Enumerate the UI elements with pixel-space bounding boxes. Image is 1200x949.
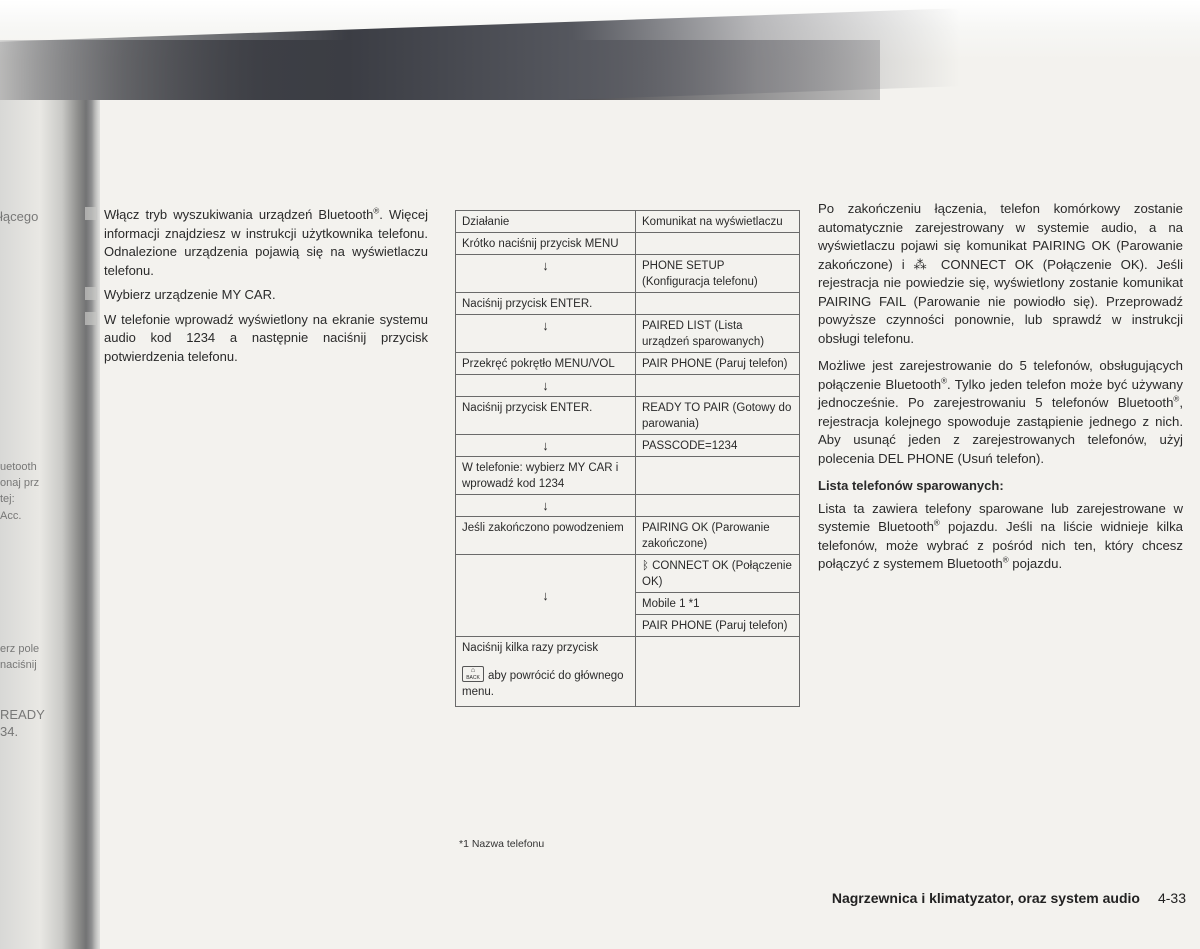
left-fragment: onaj prz [0, 477, 40, 489]
back-instruction-text-2: aby powrócić do głównego menu. [462, 670, 624, 699]
table-row [456, 637, 800, 707]
table-cell-action: Naciśnij przycisk ENTER. [456, 397, 636, 435]
left-fragment: tej: [0, 493, 15, 505]
table-row [456, 255, 800, 293]
table-cell-message [636, 495, 800, 517]
page-number: 4-33 [1157, 890, 1186, 906]
left-fragment: łącego [0, 209, 39, 224]
table-cell-message: PHONE SETUP (Konfiguracja telefonu) [636, 255, 800, 293]
table-row [456, 397, 800, 435]
step-number-marker [85, 287, 96, 300]
pairing-procedure-table [455, 210, 800, 707]
bluetooth-icon: ᛒ [642, 560, 653, 572]
step-1 [104, 206, 428, 280]
back-button-icon: ⌂ BACK [462, 666, 484, 682]
table-cell-message: Mobile 1 *1 [636, 593, 800, 615]
table-footnote: *1 Nazwa telefonu [459, 838, 545, 850]
table-cell-message [636, 375, 800, 397]
left-fragment: Acc. [0, 510, 22, 522]
table-cell-message: READY TO PAIR (Gotowy do parowania) [636, 397, 800, 435]
left-fragment: uetooth [0, 461, 37, 473]
paragraph: Po zakończeniu łączenia, telefon komórkowy zostanie automatycznie zarejestrowany w systemie audio, a na wyświetlaczu pojawi się komunikat PAIRING OK (Parowanie zakończone) i ⁂ CONNECT OK (Połączenie OK). Jeśli rejestracja nie powiedzie się, wyświetlony zostanie komunikat PAIRING FAIL (Parowanie nie powiodło się). Przeprowadź powyższe czynności ponownie, lub sprawdź w instrukcji obsługi telefonu. [818, 201, 1183, 346]
table-row [456, 435, 800, 457]
table-row [456, 233, 800, 255]
table-cell-message: PAIRED LIST (Lista urządzeń sparowanych) [636, 315, 800, 353]
left-fragment: READY [0, 707, 45, 722]
instruction-steps [104, 206, 428, 372]
page-binding-shadow [0, 100, 100, 949]
table-row [456, 375, 800, 397]
table-cell-action: Naciśnij przycisk ENTER. [456, 293, 636, 315]
table-cell-message: PAIRING OK (Parowanie zakończone) [636, 517, 800, 555]
table-cell-message: PAIR PHONE (Paruj telefon) [636, 353, 800, 375]
step-1-text: Włącz tryb wyszukiwania urządzeń Bluetooth®. Więcej informacji znajdziesz w instrukcji użytkownika telefonu. Odnalezione urządzenia pojawią się na wyświetlaczu telefonu. [104, 206, 429, 278]
arrow-down-icon: ↓ [456, 255, 636, 293]
step-number-marker [85, 312, 96, 325]
section-heading: Lista telefonów sparowanych: [818, 478, 1004, 493]
table-row [456, 293, 800, 315]
table-cell-message: PAIR PHONE (Paruj telefon) [636, 615, 800, 637]
step-number-marker [85, 207, 96, 220]
left-fragment: erz pole [0, 643, 40, 655]
right-column-text [818, 200, 1183, 583]
table-cell-message [636, 293, 800, 315]
page-footer [832, 890, 1186, 906]
table-row [456, 457, 800, 495]
footer-section-title: Nagrzewnica i klimatyzator, oraz system audio [831, 890, 1140, 906]
table-row [456, 555, 800, 593]
table-cell-action: Jeśli zakończono powodzeniem [456, 517, 636, 555]
left-fragment: naciśnij [0, 659, 37, 671]
table-row [456, 353, 800, 375]
table-cell-message: PASSCODE=1234 [636, 435, 800, 457]
arrow-down-icon: ↓ [456, 495, 636, 517]
arrow-down-icon: ↓ [456, 315, 636, 353]
step-3-text: W telefonie wprowadź wyświetlony na ekranie systemu audio kod 1234 a następnie naciśnij przycisk potwierdzenia telefonu. [104, 311, 428, 364]
table-header-message: Komunikat na wyświetlaczu [636, 211, 800, 233]
paragraph: Możliwe jest zarejestrowanie do 5 telefonów, obsługujących połączenie Bluetooth®. Tylko jeden telefon może być używany jednocześnie. Po zarejestrowaniu 5 telefonów Bluetooth®, rejestracja kolejnego spowoduje zastąpienie jednego z nich. Aby usunąć jeden z zarejestrowanych telefonów, użyj polecenia DEL PHONE (Usuń telefon). [818, 358, 1183, 466]
arrow-down-icon: ↓ [456, 375, 636, 397]
back-instruction-text: Naciśnij kilka razy przycisk [462, 642, 599, 654]
step-2 [104, 286, 428, 305]
table-header-action: Działanie [456, 211, 636, 233]
table-row [456, 517, 800, 555]
step-3 [104, 311, 428, 367]
table-cell-action: W telefonie: wybierz MY CAR i wprowadź kod 1234 [456, 457, 636, 495]
table-cell-action [456, 637, 636, 707]
table-cell-message [636, 637, 800, 707]
table-row [456, 211, 800, 233]
top-shadow-band [0, 0, 1200, 100]
arrow-down-icon: ↓ [456, 555, 636, 637]
left-fragment: 34. [0, 724, 19, 739]
arrow-down-icon: ↓ [456, 435, 636, 457]
table-cell-message [636, 457, 800, 495]
table-row [456, 495, 800, 517]
table-row [456, 315, 800, 353]
table-cell-action: Przekręć pokrętło MENU/VOL [456, 353, 636, 375]
table-cell-message: ᛒ CONNECT OK (Połączenie OK) [636, 555, 800, 593]
table-cell-action: Krótko naciśnij przycisk MENU [456, 233, 636, 255]
step-2-text: Wybierz urządzenie MY CAR. [104, 287, 276, 302]
paragraph: Lista ta zawiera telefony sparowane lub zarejestrowane w systemie Bluetooth® pojazdu. Jeśli na liście widnieje kilka telefonów, może wybrać z pośród nich ten, który chcesz połączyć z systemem Bluetooth® pojazdu. [818, 500, 1183, 571]
table-cell-message [636, 233, 800, 255]
